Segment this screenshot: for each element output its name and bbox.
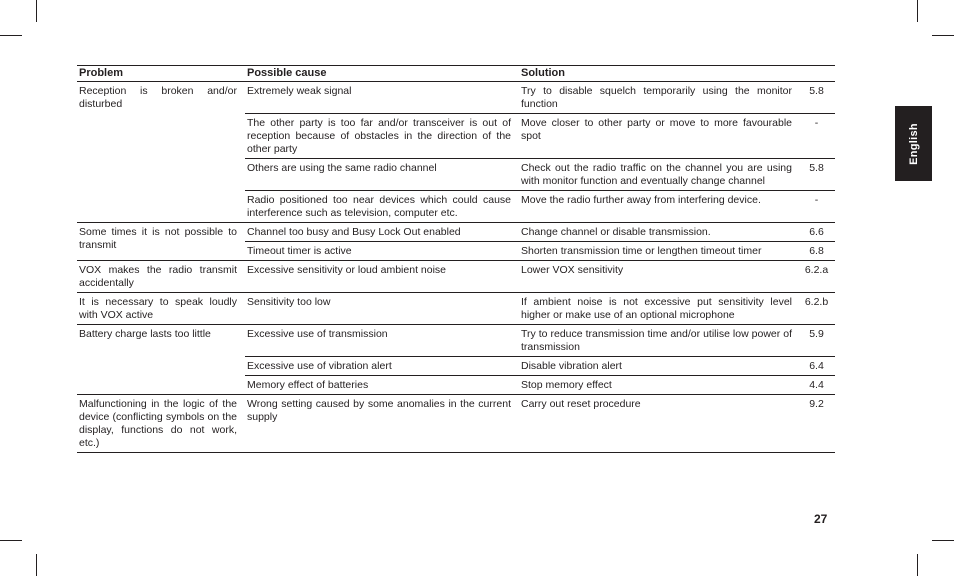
cause-cell: Memory effect of batteries xyxy=(245,376,519,395)
solution-cell: Lower VOX sensitivity xyxy=(519,261,798,293)
cause-cell: Excessive use of transmission xyxy=(245,325,519,357)
reference-cell: - xyxy=(798,191,835,223)
solution-cell: Move closer to other party or move to more favourable spot xyxy=(519,114,798,159)
solution-cell: Carry out reset procedure xyxy=(519,395,798,453)
reference-cell: 6.2.b xyxy=(798,293,835,325)
solution-cell: Try to disable squelch temporarily using the monitor function xyxy=(519,82,798,114)
page-number: 27 xyxy=(814,512,828,526)
crop-mark-bottom-left-vertical xyxy=(36,554,37,576)
problem-cell: Some times it is not possible to transmit xyxy=(77,223,245,261)
reference-cell: 6.8 xyxy=(798,242,835,261)
crop-mark-bottom-right-horizontal xyxy=(932,540,954,541)
cause-cell: Radio positioned too near devices which could cause interference such as television, computer etc. xyxy=(245,191,519,223)
cause-cell: Excessive use of vibration alert xyxy=(245,357,519,376)
header-solution: Solution xyxy=(519,66,835,82)
cause-cell: The other party is too far and/or transceiver is out of reception because of obstacles in the direction of the other party xyxy=(245,114,519,159)
cause-cell: Channel too busy and Busy Lock Out enabled xyxy=(245,223,519,242)
crop-mark-top-left-horizontal xyxy=(0,35,22,36)
cause-cell: Extremely weak signal xyxy=(245,82,519,114)
cause-cell: Others are using the same radio channel xyxy=(245,159,519,191)
cause-cell: Timeout timer is active xyxy=(245,242,519,261)
crop-mark-bottom-left-horizontal xyxy=(0,540,22,541)
table-header-row xyxy=(77,66,835,82)
table-row xyxy=(77,395,835,453)
language-tab-label: English xyxy=(907,122,920,165)
cause-cell: Wrong setting caused by some anomalies in the current supply xyxy=(245,395,519,453)
reference-cell: 5.8 xyxy=(798,82,835,114)
cause-cell: Excessive sensitivity or loud ambient noise xyxy=(245,261,519,293)
crop-mark-top-right-horizontal xyxy=(932,35,954,36)
problem-cell: Malfunctioning in the logic of the device (conflicting symbols on the display, functions do not work, etc.) xyxy=(77,395,245,453)
crop-mark-bottom-right-vertical xyxy=(917,554,918,576)
reference-cell: 6.6 xyxy=(798,223,835,242)
problem-cell: Battery charge lasts too little xyxy=(77,325,245,395)
language-tab xyxy=(895,106,932,181)
crop-mark-top-left-vertical xyxy=(36,0,37,22)
reference-cell: 6.2.a xyxy=(798,261,835,293)
crop-mark-top-right-vertical xyxy=(917,0,918,22)
solution-cell: Disable vibration alert xyxy=(519,357,798,376)
problem-cell: VOX makes the radio transmit accidentally xyxy=(77,261,245,293)
troubleshooting-table xyxy=(77,65,835,453)
solution-cell: Check out the radio traffic on the channel you are using with monitor function and eventually change channel xyxy=(519,159,798,191)
reference-cell: 9.2 xyxy=(798,395,835,453)
reference-cell: - xyxy=(798,114,835,159)
table-row xyxy=(77,293,835,325)
solution-cell: Stop memory effect xyxy=(519,376,798,395)
solution-cell: Move the radio further away from interfering device. xyxy=(519,191,798,223)
cause-cell: Sensitivity too low xyxy=(245,293,519,325)
problem-cell: Reception is broken and/or disturbed xyxy=(77,82,245,223)
solution-cell: Try to reduce transmission time and/or utilise low power of transmission xyxy=(519,325,798,357)
header-problem: Problem xyxy=(77,66,245,82)
reference-cell: 4.4 xyxy=(798,376,835,395)
header-cause: Possible cause xyxy=(245,66,519,82)
reference-cell: 6.4 xyxy=(798,357,835,376)
table-row xyxy=(77,82,835,114)
reference-cell: 5.8 xyxy=(798,159,835,191)
table-row xyxy=(77,223,835,242)
table-row xyxy=(77,261,835,293)
solution-cell: If ambient noise is not excessive put sensitivity level higher or make use of an optional microphone xyxy=(519,293,798,325)
table-row xyxy=(77,325,835,357)
problem-cell: It is necessary to speak loudly with VOX active xyxy=(77,293,245,325)
solution-cell: Shorten transmission time or lengthen timeout timer xyxy=(519,242,798,261)
reference-cell: 5.9 xyxy=(798,325,835,357)
solution-cell: Change channel or disable transmission. xyxy=(519,223,798,242)
